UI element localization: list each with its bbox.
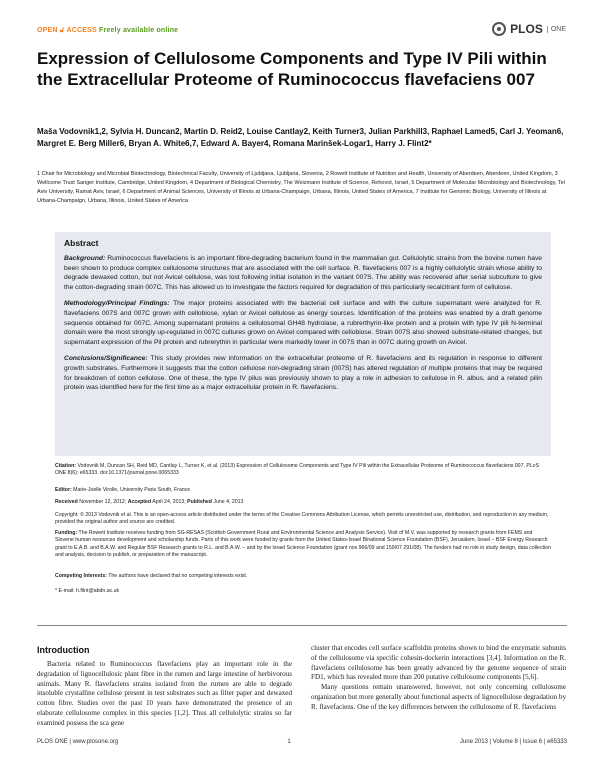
citation-label: Citation:	[55, 463, 77, 469]
article-title: Expression of Cellulosome Components and Type IV Pili within the Extracellular Proteome of Ruminococcus flavefaciens 007	[37, 49, 547, 89]
published-label: Published	[187, 499, 212, 505]
affiliations: 1 Chair for Microbiology and Microbial Biotechnology, Biotechnical Faculty, University of Ljubljana, Ljubljana, Slovenia, 2 Rowett Institute of Nutrition and Health, University of Aberdeen, Aberdeen, United Kingdom, 3 Wellcome Trust Sanger Institute, Cambridge, United Kingdom, 4 Department of Biological Chemistry, The Weizmann Institute of Science, Rehovot, Israel, 5 Department of Molecular Microbiology and Biotechnology, Tel Aviv University, Ramat Aviv, Israel, 6 Department of Animal Sciences, University of Illinois at Urbana-Champaign, Urbana, Illinois, United States of America, 7 Institute for Genomic Biology, University of Illinois at Urbana-Champaign, Urbana, Illinois, United States of America	[37, 171, 565, 204]
intro-right-paragraph-1: cluster that encodes cell surface scaffoldin proteins shown to bind the enzymatic subunits of the cellulosome via specific cohesin-dockerin interactions [3,4]. Information on the R. flavefaciens cellulosome has been greatly advanced by the genome sequence of strain FD1, which has revealed more than 200 putative cellulosome components [5,6].	[311, 644, 566, 682]
received-date: November 12, 2012;	[79, 499, 127, 505]
section-divider	[37, 625, 567, 626]
citation	[55, 463, 551, 478]
accepted-label: Accepted	[127, 499, 152, 505]
page-number: 1	[287, 739, 291, 745]
open-access-banner	[37, 27, 178, 35]
published-date: June 4, 2013	[213, 499, 244, 505]
conclusions-label: Conclusions/Significance:	[64, 355, 148, 363]
copyright: Copyright: © 2013 Vodovnik et al. This is an open-access article distributed under the terms of the Creative Commons Attribution License, which permits unrestricted use, distribution, and reproduction in any medium, provided the original author and source are credited.	[55, 512, 549, 526]
funding	[55, 530, 551, 559]
freely-available-label: Freely available online	[98, 27, 179, 34]
intro-right-column	[311, 644, 566, 713]
competing-interests	[55, 573, 551, 580]
accepted-date: April 24, 2013;	[152, 499, 186, 505]
journal-word: PLOS	[510, 22, 543, 36]
citation-text: Vodovnik M, Duncan SH, Reid MD, Cantlay L, Turner K, et al. (2013) Expression of Cellulosome Components and Type IV Pili within the Extracellular Proteome of Ruminococcus flavefaciens 007. PLoS ONE 8(6): e65333. doi:10.1371/journal.pone.0065333	[55, 463, 540, 477]
received-label: Received	[55, 499, 78, 505]
open-access-label: OPEN	[37, 27, 58, 34]
footer-issue: June 2013 | Volume 8 | Issue 6 | e65333	[459, 739, 567, 745]
abstract-methods	[64, 299, 542, 347]
editor-label: Editor:	[55, 487, 72, 493]
intro-right-paragraph-2: Many questions remain unanswered, however, not only concerning cellulosome organization but more generally about functional aspects of lignocellulose degradation by R. flavefaciens. One of the key differences between the cellulosome of R. flavefaciens	[311, 683, 566, 711]
abstract-box	[55, 232, 551, 456]
journal-suffix: ONE	[547, 26, 566, 33]
contact-email: * E-mail: h.flint@abdn.ac.uk	[55, 588, 120, 594]
methods-text: The major proteins associated with the bacterial cell surface and with the culture supernatant were analyzed for R. flavefaciens 007S and 007C grown with cellobiose, xylan or Avicel cellulose as energy sources. Identification of the proteins was enabled by a draft genome sequence obtained for 007C. Among supernatant proteins a cellulosomal GH48 hydrolase, a rubrerthyrin-like protein and a protein with type IV pili N-terminal domain were the most strongly up-regulated in 007C cultures grown on Avicel compared with cellobiose. Strain 007S also showed substrate-related changes, but supernatant expression of the Pil protein and rubrerythin in particular were markedly lower in 007S than in 007C during growth on Avicel.	[64, 300, 542, 346]
page-footer	[37, 739, 567, 745]
introduction-heading: Introduction	[37, 645, 90, 655]
editor	[55, 487, 551, 494]
background-text: Ruminococcus flavefaciens is an important fibre-degrading bacterium found in the mammalian gut. Cellulolytic strains from the bovine rumen have been shown to produce complex cellulosome structures that are associated with the cell surface. R. flavefaciens 007 is a highly cellulolytic strain whose ability to degrade dewaxed cotton, but not Avicel cellulose, was lost following initial isolation in the variant 007S. The ability was recovered after serial subculture to give the cotton-degrading strain 007C. This has allowed us to investigate the factors required for degradation of this particularly recalcitrant form of cellulose.	[64, 255, 543, 291]
dates	[55, 499, 551, 506]
competing-text: The authors have declared that no competing interests exist.	[108, 573, 248, 579]
plos-logo-icon	[492, 22, 506, 36]
footer-journal: PLOS ONE | www.plosone.org	[37, 739, 119, 745]
background-label: Background:	[64, 255, 106, 262]
editor-text: Marie-Joelle Virolle, University Paris South, France	[73, 487, 191, 493]
abstract-background	[64, 254, 542, 292]
journal-logo	[492, 22, 566, 36]
funding-label: Funding:	[55, 530, 78, 536]
funding-text: The Rowett Institute receives funding from SG-RESAS (Scottish Government Rural and Environmental Science and Analysis Service). Visit of M.V. was supported by research grants from FEMS and Slovene human resources development and scholarship funds. Parts of this work were funded by grants from the United States-Israel Binational Science Foundation (BSF), Jerusalem, Israel – BSF Energy Research grant to E.A.B. and B.A.W. and Regular BSF Research grants to R.L. and B.A.W. – and by the Israel Science Foundation (grant nos 966/09 and 159/07 291/08). The funders had no role in study design, data collection and analysis, decision to publish, or preparation of the manuscript.	[55, 530, 551, 558]
author-list: Maša Vodovnik1,2, Sylvia H. Duncan2, Martin D. Reid2, Louise Cantlay2, Keith Turner3, Julian Parkhill3, Raphael Lamed5, Carl J. Yeoman6, Margret E. Berg Miller6, Bryan A. White6,7, Edward A. Bayer4, Romana Marinšek-Logar1, Harry J. Flint2*	[37, 127, 564, 148]
conclusions-text: This study provides new information on the extracellular proteome of R. flavefaciens and its regulation in response to different growth substrates. Furthermore it suggests that the cotton cellulose non-degrading strain (007S) has altered regulation of multiple proteins that may be required for breakdown of cotton cellulose. One of these, the type IV pilus was previously shown to play a role in adhesion to cellulose in R. albus, and a related pilin protein was identified here for the first time as a major extracellular protein in R. flavefaciens.	[64, 355, 542, 392]
intro-left-column: Bacteria related to Ruminococcus flavefaciens play an important role in the degradation of lignocellulosic plant fibre in the rumen and large intestine of herbivorous animals. Many R. flavefaciens strains isolated from the rumen are able to degrade insoluble crystalline cellulose present in test substrates such as filter paper and dewaxed cotton fibre. Studies over the past 10 years have demonstrated the presence of an elaborate cellulosome complex in this species [1,2]. Thus all cellulolytic strains so far examined possess the sca gene	[37, 660, 292, 727]
access-label: ACCESS	[66, 27, 97, 34]
abstract-heading: Abstract	[64, 238, 99, 248]
abstract-conclusions	[64, 354, 542, 392]
competing-label: Competing Interests:	[55, 573, 107, 579]
methods-label: Methodology/Principal Findings:	[64, 300, 170, 308]
unlock-icon: 🔓︎	[59, 27, 65, 34]
